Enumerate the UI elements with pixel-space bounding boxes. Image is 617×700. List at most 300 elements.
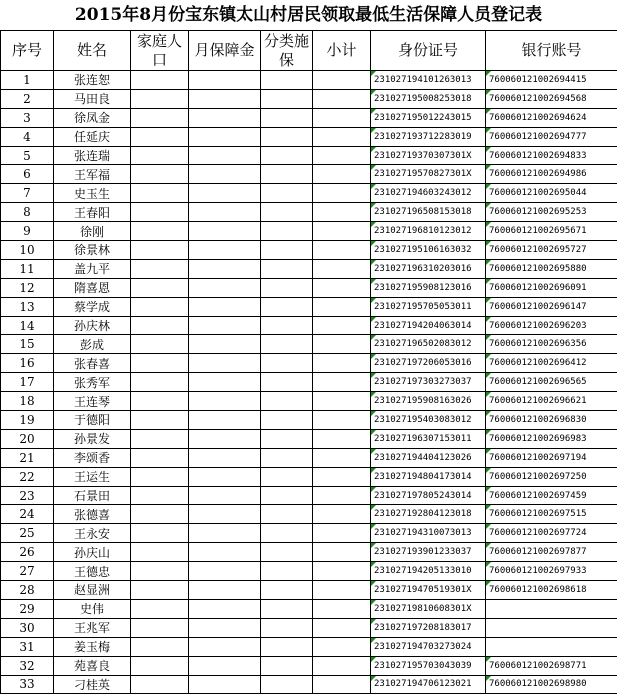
cell-id-number[interactable]: 231027193712283019: [371, 127, 486, 146]
cell-id-number[interactable]: 23102719810608301X: [371, 599, 486, 618]
cell-bank-account[interactable]: 760060121002696203: [486, 316, 617, 335]
cell-seq[interactable]: 13: [1, 297, 54, 316]
sheet-title: 2015年8月份宝东镇太山村居民领取最低生活保障人员登记表: [74, 5, 543, 25]
cell-category[interactable]: [261, 259, 313, 278]
cell-monthly[interactable]: [189, 618, 261, 637]
cell-seq[interactable]: 17: [1, 373, 54, 392]
cell-id-number[interactable]: 231027195008253018: [371, 89, 486, 108]
cell-id-number[interactable]: 231027195908123016: [371, 278, 486, 297]
cell-bank-account[interactable]: 760060121002695671: [486, 222, 617, 241]
cell-name[interactable]: 张连瑞: [54, 146, 131, 165]
cell-id-number[interactable]: 231027196310203016: [371, 259, 486, 278]
cell-id-number[interactable]: 231027195403083012: [371, 411, 486, 430]
table-row: [1, 373, 617, 392]
cell-id-number[interactable]: 231027197303273037: [371, 373, 486, 392]
cell-monthly[interactable]: [189, 656, 261, 675]
cell-category[interactable]: [261, 486, 313, 505]
cell-bank-account[interactable]: [486, 637, 617, 656]
cell-seq[interactable]: 28: [1, 581, 54, 600]
cell-category[interactable]: [261, 467, 313, 486]
cell-bank-account[interactable]: 760060121002697877: [486, 543, 617, 562]
cell-monthly[interactable]: [189, 335, 261, 354]
cell-family[interactable]: [131, 354, 189, 373]
cell-name[interactable]: 马田良: [54, 89, 131, 108]
cell-family[interactable]: [131, 505, 189, 524]
cell-bank-account[interactable]: 760060121002698980: [486, 675, 617, 694]
cell-bank-account[interactable]: 760060121002694777: [486, 127, 617, 146]
cell-id-number[interactable]: 23102719370307301X: [371, 146, 486, 165]
table-row: [1, 562, 617, 581]
cell-subtotal[interactable]: [313, 335, 371, 354]
cell-name[interactable]: 孙景发: [54, 429, 131, 448]
cell-family[interactable]: [131, 297, 189, 316]
cell-id-number[interactable]: 231027196508153018: [371, 203, 486, 222]
cell-subtotal[interactable]: [313, 89, 371, 108]
cell-bank-account[interactable]: 760060121002697724: [486, 524, 617, 543]
cell-id-number[interactable]: 231027195703043039: [371, 656, 486, 675]
cell-family[interactable]: [131, 392, 189, 411]
table-row: [1, 524, 617, 543]
cell-seq[interactable]: 15: [1, 335, 54, 354]
cell-bank-account[interactable]: 760060121002694833: [486, 146, 617, 165]
cell-id-number[interactable]: 231027195106163032: [371, 241, 486, 260]
table-row: [1, 203, 617, 222]
table-row: [1, 411, 617, 430]
cell-name[interactable]: 史玉生: [54, 184, 131, 203]
cell-bank-account[interactable]: 760060121002696830: [486, 411, 617, 430]
cell-monthly[interactable]: [189, 411, 261, 430]
cell-category[interactable]: [261, 618, 313, 637]
registry-table: [0, 30, 617, 694]
cell-subtotal[interactable]: [313, 618, 371, 637]
cell-id-number[interactable]: 231027194204063014: [371, 316, 486, 335]
cell-family[interactable]: [131, 71, 189, 90]
cell-name[interactable]: 王运生: [54, 467, 131, 486]
col-header-category[interactable]: 分类施保: [261, 31, 313, 71]
cell-category[interactable]: [261, 675, 313, 694]
cell-monthly[interactable]: [189, 184, 261, 203]
cell-bank-account[interactable]: 760060121002694986: [486, 165, 617, 184]
cell-monthly[interactable]: [189, 203, 261, 222]
cell-seq[interactable]: 30: [1, 618, 54, 637]
cell-bank-account[interactable]: [486, 618, 617, 637]
cell-bank-account[interactable]: 760060121002697459: [486, 486, 617, 505]
cell-category[interactable]: [261, 146, 313, 165]
cell-name[interactable]: 盖九平: [54, 259, 131, 278]
cell-name[interactable]: 徐刚: [54, 222, 131, 241]
table-row: [1, 429, 617, 448]
cell-monthly[interactable]: [189, 599, 261, 618]
cell-name[interactable]: 徐凤金: [54, 108, 131, 127]
cell-seq[interactable]: 16: [1, 354, 54, 373]
cell-seq[interactable]: 23: [1, 486, 54, 505]
cell-name[interactable]: 张秀军: [54, 373, 131, 392]
cell-id-number[interactable]: 231027194404123026: [371, 448, 486, 467]
cell-name[interactable]: 王军福: [54, 165, 131, 184]
cell-name[interactable]: 张连恕: [54, 71, 131, 90]
cell-bank-account[interactable]: 760060121002696412: [486, 354, 617, 373]
cell-monthly[interactable]: [189, 89, 261, 108]
cell-family[interactable]: [131, 203, 189, 222]
cell-category[interactable]: [261, 108, 313, 127]
cell-subtotal[interactable]: [313, 316, 371, 335]
cell-name[interactable]: 王永安: [54, 524, 131, 543]
cell-family[interactable]: [131, 222, 189, 241]
cell-monthly[interactable]: [189, 373, 261, 392]
cell-monthly[interactable]: [189, 505, 261, 524]
cell-bank-account[interactable]: 760060121002695253: [486, 203, 617, 222]
cell-subtotal[interactable]: [313, 637, 371, 656]
cell-bank-account[interactable]: 760060121002696621: [486, 392, 617, 411]
cell-seq[interactable]: 3: [1, 108, 54, 127]
table-row: [1, 599, 617, 618]
cell-name[interactable]: 苑喜良: [54, 656, 131, 675]
cell-category[interactable]: [261, 581, 313, 600]
col-header-bank[interactable]: 银行账号: [486, 31, 617, 71]
cell-bank-account[interactable]: 760060121002698771: [486, 656, 617, 675]
cell-bank-account[interactable]: 760060121002695880: [486, 259, 617, 278]
cell-monthly[interactable]: [189, 316, 261, 335]
cell-monthly[interactable]: [189, 467, 261, 486]
cell-family[interactable]: [131, 373, 189, 392]
cell-name[interactable]: 赵显洲: [54, 581, 131, 600]
cell-subtotal[interactable]: [313, 675, 371, 694]
cell-subtotal[interactable]: [313, 411, 371, 430]
table-row: [1, 354, 617, 373]
cell-monthly[interactable]: [189, 71, 261, 90]
table-row: [1, 618, 617, 637]
cell-subtotal[interactable]: [313, 467, 371, 486]
cell-seq[interactable]: 21: [1, 448, 54, 467]
cell-id-number[interactable]: 231027197208183017: [371, 618, 486, 637]
cell-id-number[interactable]: 231027194804173014: [371, 467, 486, 486]
cell-family[interactable]: [131, 278, 189, 297]
cell-seq[interactable]: 25: [1, 524, 54, 543]
cell-category[interactable]: [261, 599, 313, 618]
col-header-name[interactable]: 姓名: [54, 31, 131, 71]
cell-subtotal[interactable]: [313, 127, 371, 146]
cell-family[interactable]: [131, 656, 189, 675]
cell-monthly[interactable]: [189, 429, 261, 448]
cell-seq[interactable]: 6: [1, 165, 54, 184]
cell-category[interactable]: [261, 392, 313, 411]
cell-seq[interactable]: 12: [1, 278, 54, 297]
cell-category[interactable]: [261, 411, 313, 430]
cell-category[interactable]: [261, 505, 313, 524]
table-row: [1, 259, 617, 278]
cell-seq[interactable]: 32: [1, 656, 54, 675]
cell-family[interactable]: [131, 429, 189, 448]
cell-subtotal[interactable]: [313, 392, 371, 411]
cell-category[interactable]: [261, 656, 313, 675]
cell-seq[interactable]: 11: [1, 259, 54, 278]
cell-subtotal[interactable]: [313, 146, 371, 165]
cell-subtotal[interactable]: [313, 278, 371, 297]
cell-monthly[interactable]: [189, 278, 261, 297]
cell-monthly[interactable]: [189, 392, 261, 411]
cell-category[interactable]: [261, 89, 313, 108]
cell-subtotal[interactable]: [313, 165, 371, 184]
cell-seq[interactable]: 22: [1, 467, 54, 486]
cell-subtotal[interactable]: [313, 354, 371, 373]
cell-seq[interactable]: 14: [1, 316, 54, 335]
cell-seq[interactable]: 24: [1, 505, 54, 524]
cell-family[interactable]: [131, 675, 189, 694]
cell-name[interactable]: 李颂香: [54, 448, 131, 467]
cell-name[interactable]: 张德喜: [54, 505, 131, 524]
cell-seq[interactable]: 1: [1, 71, 54, 90]
cell-monthly[interactable]: [189, 675, 261, 694]
cell-seq[interactable]: 26: [1, 543, 54, 562]
cell-name[interactable]: 于德阳: [54, 411, 131, 430]
cell-bank-account[interactable]: 760060121002698618: [486, 581, 617, 600]
cell-family[interactable]: [131, 108, 189, 127]
cell-seq[interactable]: 18: [1, 392, 54, 411]
cell-name[interactable]: 隋喜恩: [54, 278, 131, 297]
cell-category[interactable]: [261, 203, 313, 222]
table-row: [1, 637, 617, 656]
cell-id-number[interactable]: 23102719470519301X: [371, 581, 486, 600]
cell-category[interactable]: [261, 562, 313, 581]
cell-category[interactable]: [261, 127, 313, 146]
cell-monthly[interactable]: [189, 127, 261, 146]
cell-seq[interactable]: 2: [1, 89, 54, 108]
cell-monthly[interactable]: [189, 241, 261, 260]
cell-seq[interactable]: 5: [1, 146, 54, 165]
cell-category[interactable]: [261, 222, 313, 241]
cell-monthly[interactable]: [189, 354, 261, 373]
cell-name[interactable]: 徐景林: [54, 241, 131, 260]
cell-seq[interactable]: 27: [1, 562, 54, 581]
cell-family[interactable]: [131, 486, 189, 505]
cell-id-number[interactable]: 231027196810123012: [371, 222, 486, 241]
table-row: [1, 581, 617, 600]
cell-monthly[interactable]: [189, 222, 261, 241]
cell-bank-account[interactable]: 760060121002697933: [486, 562, 617, 581]
cell-subtotal[interactable]: [313, 259, 371, 278]
cell-id-number[interactable]: 231027194703273024: [371, 637, 486, 656]
cell-monthly[interactable]: [189, 581, 261, 600]
cell-seq[interactable]: 7: [1, 184, 54, 203]
cell-family[interactable]: [131, 259, 189, 278]
cell-category[interactable]: [261, 429, 313, 448]
col-header-subtotal[interactable]: 小计: [313, 31, 371, 71]
cell-subtotal[interactable]: [313, 543, 371, 562]
cell-seq[interactable]: 31: [1, 637, 54, 656]
cell-id-number[interactable]: 231027192804123018: [371, 505, 486, 524]
cell-bank-account[interactable]: 760060121002694415: [486, 71, 617, 90]
cell-family[interactable]: [131, 618, 189, 637]
cell-id-number[interactable]: 23102719570827301X: [371, 165, 486, 184]
cell-id-number[interactable]: 231027197206053016: [371, 354, 486, 373]
cell-bank-account[interactable]: 760060121002697194: [486, 448, 617, 467]
table-row: [1, 675, 617, 694]
cell-category[interactable]: [261, 637, 313, 656]
cell-monthly[interactable]: [189, 543, 261, 562]
cell-monthly[interactable]: [189, 165, 261, 184]
table-row: [1, 222, 617, 241]
cell-bank-account[interactable]: 760060121002695044: [486, 184, 617, 203]
cell-seq[interactable]: 33: [1, 675, 54, 694]
table-row: [1, 505, 617, 524]
cell-family[interactable]: [131, 543, 189, 562]
cell-category[interactable]: [261, 184, 313, 203]
cell-family[interactable]: [131, 562, 189, 581]
cell-name[interactable]: 王连琴: [54, 392, 131, 411]
cell-subtotal[interactable]: [313, 71, 371, 90]
cell-subtotal[interactable]: [313, 505, 371, 524]
table-row: [1, 108, 617, 127]
table-row: [1, 127, 617, 146]
cell-family[interactable]: [131, 335, 189, 354]
cell-subtotal[interactable]: [313, 297, 371, 316]
table-row: [1, 89, 617, 108]
cell-family[interactable]: [131, 89, 189, 108]
cell-id-number[interactable]: 231027194603243012: [371, 184, 486, 203]
cell-subtotal[interactable]: [313, 562, 371, 581]
cell-family[interactable]: [131, 524, 189, 543]
cell-name[interactable]: 任延庆: [54, 127, 131, 146]
cell-bank-account[interactable]: 760060121002694568: [486, 89, 617, 108]
cell-monthly[interactable]: [189, 448, 261, 467]
cell-name[interactable]: 张春喜: [54, 354, 131, 373]
cell-subtotal[interactable]: [313, 429, 371, 448]
cell-family[interactable]: [131, 146, 189, 165]
table-row: [1, 297, 617, 316]
cell-name[interactable]: 石景田: [54, 486, 131, 505]
cell-category[interactable]: [261, 543, 313, 562]
cell-family[interactable]: [131, 316, 189, 335]
cell-bank-account[interactable]: 760060121002697515: [486, 505, 617, 524]
cell-id-number[interactable]: 231027194205133010: [371, 562, 486, 581]
cell-name[interactable]: 史伟: [54, 599, 131, 618]
cell-seq[interactable]: 19: [1, 411, 54, 430]
cell-id-number[interactable]: 231027194310073013: [371, 524, 486, 543]
cell-category[interactable]: [261, 165, 313, 184]
cell-family[interactable]: [131, 637, 189, 656]
cell-name[interactable]: 王兆军: [54, 618, 131, 637]
cell-subtotal[interactable]: [313, 373, 371, 392]
cell-family[interactable]: [131, 165, 189, 184]
cell-category[interactable]: [261, 297, 313, 316]
cell-family[interactable]: [131, 467, 189, 486]
cell-subtotal[interactable]: [313, 656, 371, 675]
cell-monthly[interactable]: [189, 259, 261, 278]
table-row: [1, 656, 617, 675]
cell-subtotal[interactable]: [313, 448, 371, 467]
cell-bank-account[interactable]: 760060121002694624: [486, 108, 617, 127]
cell-bank-account[interactable]: 760060121002696091: [486, 278, 617, 297]
cell-category[interactable]: [261, 278, 313, 297]
col-header-seq[interactable]: 序号: [1, 31, 54, 71]
cell-monthly[interactable]: [189, 297, 261, 316]
table-row: [1, 392, 617, 411]
cell-bank-account[interactable]: 760060121002696565: [486, 373, 617, 392]
cell-seq[interactable]: 8: [1, 203, 54, 222]
cell-name[interactable]: 姜玉梅: [54, 637, 131, 656]
cell-seq[interactable]: 20: [1, 429, 54, 448]
table-row: [1, 165, 617, 184]
cell-id-number[interactable]: 231027194101263013: [371, 71, 486, 90]
cell-seq[interactable]: 4: [1, 127, 54, 146]
cell-seq[interactable]: 9: [1, 222, 54, 241]
cell-category[interactable]: [261, 316, 313, 335]
cell-family[interactable]: [131, 411, 189, 430]
cell-subtotal[interactable]: [313, 581, 371, 600]
cell-subtotal[interactable]: [313, 108, 371, 127]
cell-subtotal[interactable]: [313, 599, 371, 618]
col-header-family[interactable]: 家庭人口: [131, 31, 189, 71]
cell-category[interactable]: [261, 354, 313, 373]
table-body: [1, 71, 617, 694]
cell-category[interactable]: [261, 241, 313, 260]
cell-name[interactable]: 孙庆林: [54, 316, 131, 335]
cell-subtotal[interactable]: [313, 486, 371, 505]
cell-monthly[interactable]: [189, 562, 261, 581]
cell-monthly[interactable]: [189, 486, 261, 505]
cell-subtotal[interactable]: [313, 524, 371, 543]
cell-name[interactable]: 王德忠: [54, 562, 131, 581]
cell-id-number[interactable]: 231027194706123021: [371, 675, 486, 694]
cell-family[interactable]: [131, 241, 189, 260]
table-row: [1, 278, 617, 297]
cell-monthly[interactable]: [189, 146, 261, 165]
cell-id-number[interactable]: 231027196502083012: [371, 335, 486, 354]
cell-bank-account[interactable]: 760060121002696983: [486, 429, 617, 448]
cell-name[interactable]: 蔡学成: [54, 297, 131, 316]
cell-id-number[interactable]: 231027195908163026: [371, 392, 486, 411]
cell-family[interactable]: [131, 448, 189, 467]
cell-seq[interactable]: 29: [1, 599, 54, 618]
col-header-id[interactable]: 身份证号: [371, 31, 486, 71]
cell-id-number[interactable]: 231027196307153011: [371, 429, 486, 448]
cell-subtotal[interactable]: [313, 184, 371, 203]
cell-category[interactable]: [261, 524, 313, 543]
cell-category[interactable]: [261, 335, 313, 354]
cell-bank-account[interactable]: 760060121002696147: [486, 297, 617, 316]
cell-bank-account[interactable]: 760060121002695727: [486, 241, 617, 260]
cell-name[interactable]: 孙庆山: [54, 543, 131, 562]
cell-family[interactable]: [131, 127, 189, 146]
cell-family[interactable]: [131, 184, 189, 203]
cell-id-number[interactable]: 231027197805243014: [371, 486, 486, 505]
cell-category[interactable]: [261, 71, 313, 90]
cell-seq[interactable]: 10: [1, 241, 54, 260]
cell-category[interactable]: [261, 448, 313, 467]
cell-subtotal[interactable]: [313, 241, 371, 260]
cell-family[interactable]: [131, 581, 189, 600]
cell-name[interactable]: 彭成: [54, 335, 131, 354]
table-row: [1, 448, 617, 467]
cell-monthly[interactable]: [189, 524, 261, 543]
cell-bank-account[interactable]: [486, 599, 617, 618]
cell-bank-account[interactable]: 760060121002696356: [486, 335, 617, 354]
cell-monthly[interactable]: [189, 637, 261, 656]
cell-subtotal[interactable]: [313, 222, 371, 241]
cell-category[interactable]: [261, 373, 313, 392]
cell-id-number[interactable]: 231027195012243015: [371, 108, 486, 127]
cell-family[interactable]: [131, 599, 189, 618]
table-row: [1, 184, 617, 203]
cell-name[interactable]: 王春阳: [54, 203, 131, 222]
cell-id-number[interactable]: 231027195705053011: [371, 297, 486, 316]
cell-monthly[interactable]: [189, 108, 261, 127]
cell-id-number[interactable]: 231027193901233037: [371, 543, 486, 562]
cell-bank-account[interactable]: 760060121002697250: [486, 467, 617, 486]
cell-subtotal[interactable]: [313, 203, 371, 222]
col-header-monthly[interactable]: 月保障金: [189, 31, 261, 71]
cell-name[interactable]: 刁桂英: [54, 675, 131, 694]
